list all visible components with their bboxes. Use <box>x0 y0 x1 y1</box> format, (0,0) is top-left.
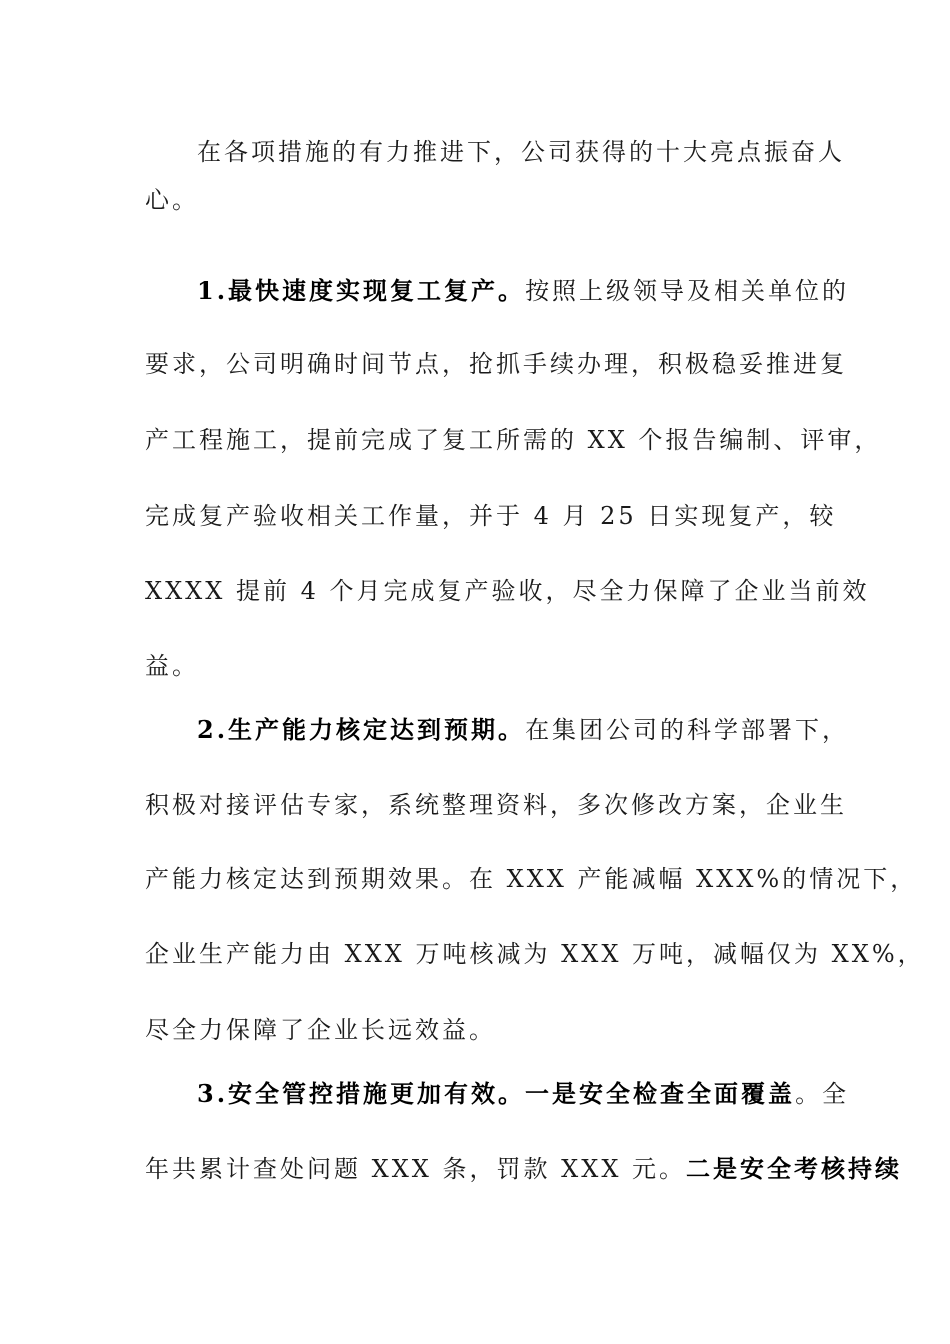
text-span: 在各项措施的有力推进下，公司获得的十大亮点振奋人 <box>197 138 845 166</box>
paragraph-1-line-4 <box>145 496 837 536</box>
text-span: 完成复产验收相关工作量，并于 4 月 25 日实现复产，较 <box>145 502 837 530</box>
text-span: 尽全力保障了企业长远效益。 <box>145 1016 496 1044</box>
paragraph-2-line-4 <box>145 934 925 974</box>
paragraph-2-line-2 <box>145 785 847 825</box>
paragraph-intro-line-1 <box>197 132 845 172</box>
text-span: 心。 <box>145 186 199 214</box>
heading-span: 3.安全管控措施更加有效。一是安全检查全面覆盖 <box>197 1079 796 1108</box>
paragraph-2-line-5 <box>145 1010 815 1050</box>
paragraph-2-line-1 <box>197 710 850 750</box>
text-span: 在集团公司的科学部署下， <box>525 716 850 744</box>
heading-span: 二是安全考核持续 <box>686 1154 903 1183</box>
paragraph-1-line-3 <box>145 420 882 460</box>
text-span: 年共累计查处问题 XXX 条，罚款 XXX 元。 <box>145 1155 687 1183</box>
text-span: 要求，公司明确时间节点，抢抓手续办理，积极稳妥推进复 <box>145 350 847 378</box>
paragraph-1-line-5 <box>145 571 870 611</box>
text-span: 产能力核定达到预期效果。在 XXX 产能减幅 XXX%的情况下， <box>145 865 918 893</box>
text-span: 产工程施工，提前完成了复工所需的 XX 个报告编制、评审， <box>145 426 882 454</box>
text-span: 益。 <box>145 652 199 680</box>
text-span: 积极对接评估专家，系统整理资料，多次修改方案，企业生 <box>145 791 847 819</box>
heading-span: 2.生产能力核定达到预期。 <box>197 715 526 744</box>
text-span: 按照上级领导及相关单位的 <box>525 277 850 305</box>
paragraph-3-line-2 <box>145 1149 903 1189</box>
paragraph-2-line-3 <box>145 859 918 899</box>
text-span: 。全 <box>795 1080 850 1108</box>
paragraph-intro-line-2 <box>145 180 815 220</box>
paragraph-1-line-6 <box>145 646 815 686</box>
text-span: XXXX 提前 4 个月完成复产验收，尽全力保障了企业当前效 <box>145 577 870 605</box>
paragraph-3-line-1 <box>197 1074 850 1114</box>
paragraph-1-line-1 <box>197 271 850 311</box>
text-span: 企业生产能力由 XXX 万吨核减为 XXX 万吨，减幅仅为 XX%， <box>145 940 925 968</box>
heading-span: 1.最快速度实现复工复产。 <box>197 276 526 305</box>
paragraph-1-line-2 <box>145 344 847 384</box>
